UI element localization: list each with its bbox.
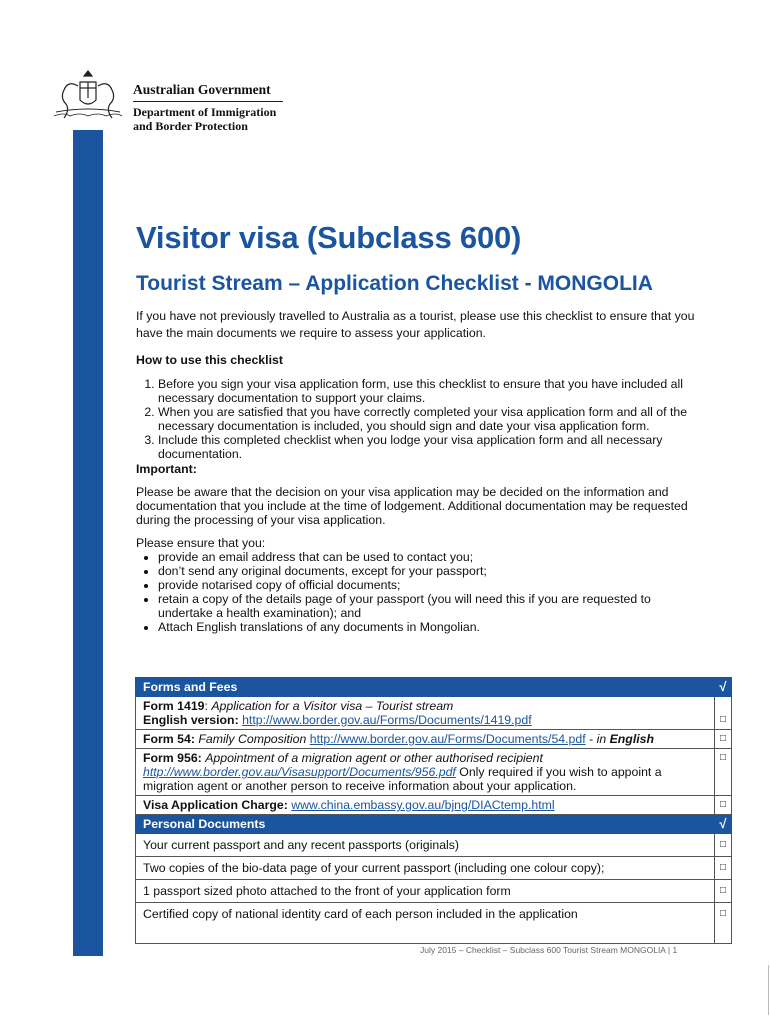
form-54-dash: - [585,732,597,746]
form-956-label: Form 956: [143,751,206,765]
visa-charge-cell [136,796,715,815]
page-subtitle: Tourist Stream – Application Checklist - MONGOLIA [136,272,653,295]
form-956-row [136,749,732,796]
visa-charge-link[interactable]: www.china.embassy.gov.au/bjng/DIACtemp.html [291,798,555,812]
how-to-heading: How to use this checklist [136,353,283,367]
checklist-body [136,308,696,634]
form-54-row [136,730,732,749]
form-1419-title: Application for a Visitor visa – Tourist stream [211,699,454,713]
form-54-link[interactable]: http://www.border.gov.au/Forms/Documents/54.pdf [309,732,586,746]
personal-item-row [136,903,732,944]
personal-item-row [136,857,732,880]
ensure-item: • Attach English translations of any documents in Mongolian. [158,620,696,634]
forms-fees-heading: Forms and Fees [136,678,715,697]
check-mark-icon: √ [715,815,732,834]
important-heading: Important: [136,462,197,476]
how-to-steps [136,377,696,461]
checkbox-icon[interactable]: □ [715,697,732,730]
checkbox-icon[interactable]: □ [715,730,732,749]
forms-fees-header-row [136,678,732,697]
personal-documents-heading: Personal Documents [136,815,715,834]
government-name: Australian Government [133,82,271,97]
ensure-item: • retain a copy of the details page of your passport (you will need this if you are requested to undertake a health examination); and [158,592,696,620]
checklist-table [135,677,732,944]
form-1419-colon: : [204,699,212,713]
header-rule [133,101,283,102]
how-to-step: 3. Include this completed checklist when you lodge your visa application form and all necessary documentation. [158,433,696,461]
checkbox-icon[interactable]: □ [715,857,732,880]
page-title: Visitor visa (Subclass 600) [136,220,522,255]
how-to-step: 1. Before you sign your visa application form, use this checklist to ensure that you have included all necessary documentation to support your claims. [158,377,696,405]
visa-charge-row [136,796,732,815]
intro-paragraph: If you have not previously travelled to Australia as a tourist, please use this checklist to ensure that you have the main documents we require to assess your application. [136,309,695,340]
how-to-step: 2. When you are satisfied that you have correctly completed your visa application form and all of the necessary documentation is included, you should sign and date your visa application form. [158,405,696,433]
visa-charge-label: Visa Application Charge: [143,798,292,812]
form-54-in: in [596,732,610,746]
form-1419-row [136,697,732,730]
checkbox-icon[interactable]: □ [715,903,732,944]
ensure-list [136,550,696,634]
ensure-item: • provide notarised copy of official documents; [158,578,696,592]
personal-item: Two copies of the bio-data page of your current passport (including one colour copy); [136,857,715,880]
personal-item: Certified copy of national identity card of each person included in the application [136,903,715,944]
english-version-label: English version: [143,713,243,727]
form-1419-cell [136,697,715,730]
ensure-item: • provide an email address that can be used to contact you; [158,550,696,564]
checkbox-icon[interactable]: □ [715,880,732,903]
form-1419-label: Form 1419 [143,699,205,713]
form-956-cell [136,749,715,796]
form-1419-link[interactable]: http://www.border.gov.au/Forms/Documents/1419.pdf [242,713,532,727]
check-mark-icon: √ [715,678,732,697]
department-line-2: and Border Protection [133,119,248,133]
personal-item: Your current passport and any recent passports (originals) [136,834,715,857]
form-956-link[interactable]: http://www.border.gov.au/Visasupport/Documents/956.pdf [143,765,456,779]
personal-documents-header-row [136,815,732,834]
checkbox-icon[interactable]: □ [715,796,732,815]
personal-item: 1 passport sized photo attached to the front of your application form [136,880,715,903]
form-54-cell [136,730,715,749]
side-color-bar [73,130,103,956]
government-header [133,82,283,133]
coat-of-arms-logo [50,68,126,128]
important-paragraph: Please be aware that the decision on your visa application may be decided on the information and documentation that you include at the time of lodgement. Additional documentation may be requested during the processing of your visa application. [136,485,688,527]
form-54-english: English [609,732,655,746]
page-footer: July 2015 – Checklist – Subclass 600 Tourist Stream MONGOLIA | 1 [420,945,678,955]
form-956-note: Only required if you wish to appoint a migration agent or another person to receive information about your application. [143,765,662,793]
ensure-item: • don’t send any original documents, except for your passport; [158,564,696,578]
department-line-1: Department of Immigration [133,105,277,119]
ensure-intro: Please ensure that you: [136,536,266,550]
form-54-title: Family Composition [198,732,310,746]
form-956-title: Appointment of a migration agent or other authorised recipient [205,751,543,765]
checkbox-icon[interactable]: □ [715,834,732,857]
personal-item-row [136,834,732,857]
form-54-label: Form 54: [143,732,199,746]
checkbox-icon[interactable]: □ [715,749,732,796]
page-edge-line [768,965,769,1015]
personal-item-row [136,880,732,903]
